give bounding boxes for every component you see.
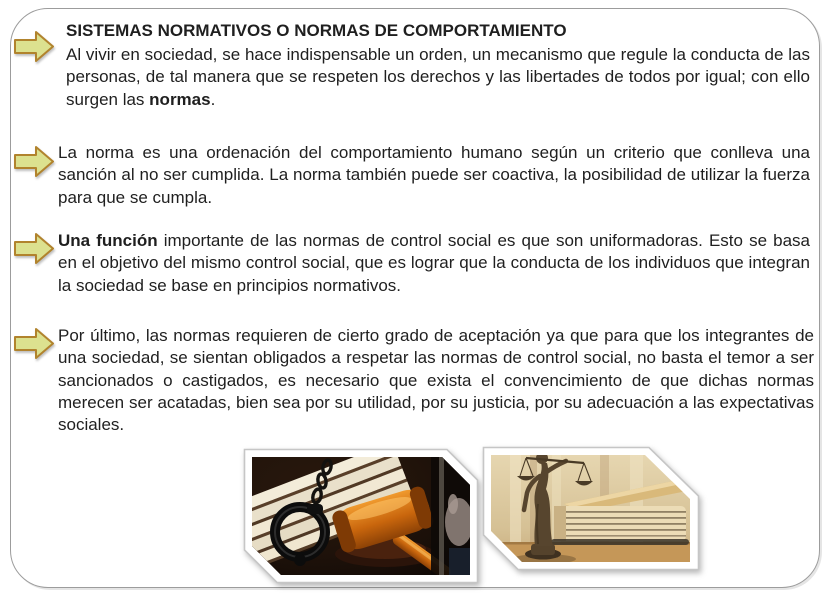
intro-text: Al vivir en sociedad, se hace indispensable un orden, un mecanismo que regule la conducta de las personas, de tal manera que se respeten los derechos y las libertades de todos por igual; con ello surgen las — [66, 45, 810, 109]
bullet-paragraph-4 — [58, 325, 814, 436]
arrow-right-icon — [12, 326, 56, 361]
bullet3-bold: Una función — [58, 231, 158, 250]
lady-justice-photo — [482, 446, 700, 571]
bullet-paragraph-2 — [58, 142, 810, 209]
arrow-right-icon — [12, 231, 56, 266]
arrow-right-icon — [12, 144, 56, 179]
bullet2-text: La norma es una ordenación del comportamiento humano según un criterio que conlleva una sanción al no ser cumplida. La norma también puede ser coactiva, la posibilidad de utilizar la fuerza para que se cumpla. — [58, 143, 810, 207]
intro-period: . — [210, 89, 216, 109]
arrow-right-icon — [12, 29, 56, 64]
bullet-paragraph-3 — [58, 230, 810, 297]
bullet3-text: importante de las normas de control social es que son uniformadoras. Esto se basa en el objetivo del mismo control social, que es lograr que la conducta de los individuos que integran la sociedad se base en principios normativos. — [58, 231, 810, 295]
gavel-handcuffs-photo — [243, 448, 479, 584]
intro-bold-normas: normas — [149, 89, 211, 109]
intro-section — [66, 20, 810, 111]
page-title: SISTEMAS NORMATIVOS O NORMAS DE COMPORTAMIENTO — [66, 21, 567, 40]
intro-paragraph — [66, 44, 810, 111]
bullet4-text: Por último, las normas requieren de cierto grado de aceptación ya que para que los integrantes de una sociedad, se sientan obligados a respetar las normas de control social, no basta el temor a ser sancionados o castigados, es necesario que exista el convencimiento de que dichas normas merecen ser acatadas, bien sea por su utilidad, por su justicia, por su adecuación a las expectativas sociales. — [58, 326, 814, 435]
